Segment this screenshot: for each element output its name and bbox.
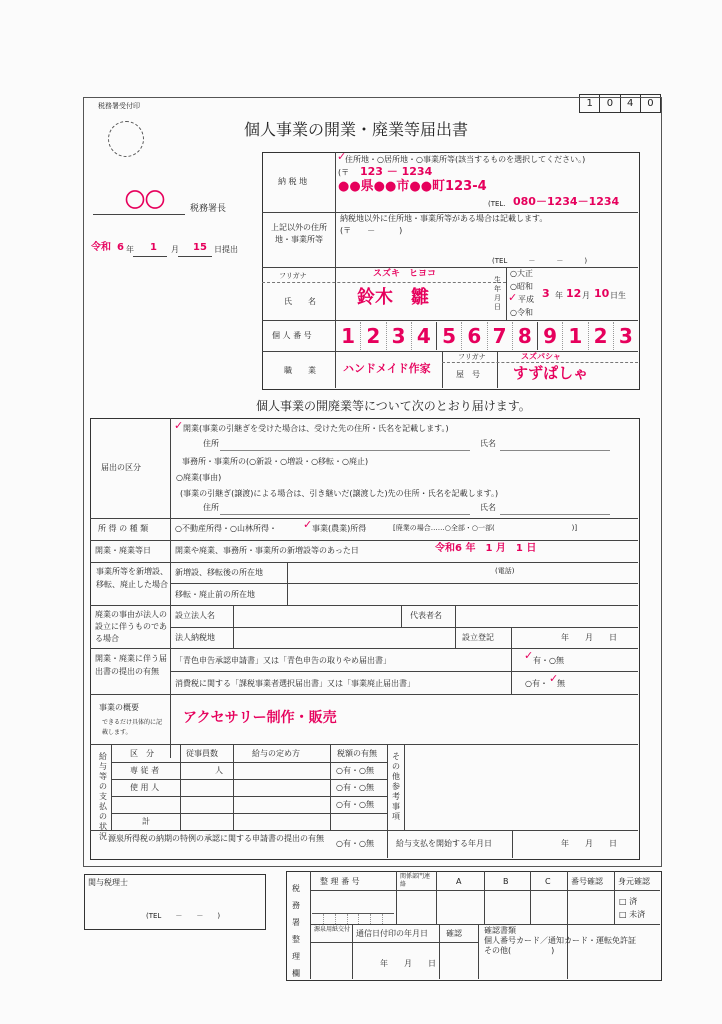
divider [262, 212, 638, 213]
start-date-value: 令和6 年 1 月 1 日 [435, 543, 537, 554]
office-change-options: 事務所・事業所の(○新設・○増設・○移転・○廃止) [182, 457, 369, 466]
close-name-label: 氏名 [480, 503, 496, 512]
number-digit: 4 [412, 322, 437, 350]
divider [439, 924, 440, 979]
stamp-circle [108, 121, 144, 157]
documents-type-2: その他( ) [484, 946, 555, 955]
divider [511, 627, 512, 648]
number-digit: 5 [437, 322, 462, 350]
check-icon: ✓ [549, 672, 559, 685]
accountant-label: 関与税理士 [88, 878, 128, 887]
number-digit: 3 [618, 324, 633, 348]
withholding-label: 源泉所得税の納期の特例の承認に関する申請書の提出の有無 [108, 834, 324, 843]
divider [506, 267, 507, 320]
salary-row-total: 計 [142, 817, 150, 826]
blue-form-answer-2: ○有・ [525, 679, 548, 688]
tel-prefix: (TEL. [488, 200, 506, 208]
corporation-tax-address: 法人納税地 [175, 633, 215, 642]
salary-tax-1: ○有・○無 [336, 766, 374, 775]
birth-month-label: 月 [582, 291, 590, 300]
salary-side-label: 給与等の支払の状況 [99, 752, 107, 841]
office-phone: (電話) [495, 567, 515, 575]
number-digit: 7 [488, 322, 513, 350]
office-use-header: C [545, 877, 551, 886]
documents-label: 確認書類 [484, 926, 516, 935]
id-unconfirmed-checkbox: □ 未済 [619, 910, 646, 919]
divider [220, 450, 470, 451]
birth-day-label: 日生 [610, 291, 626, 300]
divider [220, 514, 470, 515]
office-use-header: A [456, 877, 462, 886]
salary-header-class: 区 分 [130, 749, 154, 758]
birth-label: 生年月日 [494, 276, 501, 311]
divider [180, 744, 181, 830]
office-old-location: 移転・廃止前の所在地 [175, 590, 255, 599]
check-icon: ✓ [303, 518, 313, 531]
divider [511, 648, 512, 694]
blue-form-answer-2b: 無 [557, 679, 565, 688]
divider [512, 830, 513, 858]
form-number-digit: 0 [647, 98, 654, 109]
divider [111, 796, 387, 797]
divider [111, 779, 387, 780]
blue-form-item-2: 消費税に関する「課税事業者選択届出書」又は「事業廃止届出書」 [175, 679, 415, 688]
stamp-label: 税務署受付印 [98, 102, 140, 110]
divider [90, 648, 638, 649]
residence-label: 納 税 地 [278, 177, 308, 186]
tax-office-name: 〇〇 [125, 188, 165, 212]
birth-era-showa: ○昭和 [510, 282, 533, 291]
start-date-text: 開業や廃業、事務所・事業所の新増設等のあった日 [175, 546, 359, 555]
classification-label: 届出の区分 [101, 463, 141, 472]
divider [387, 744, 388, 830]
classification-close-note: (事業の引継ぎ(譲渡)による場合は、引き継いだ(譲渡した)先の住所・氏名を記載します。) [180, 489, 499, 498]
salary-row-family: 専 従 者 [130, 766, 160, 775]
divider [170, 671, 638, 672]
withholding-form-issued: 源泉用紙交付 [314, 926, 351, 933]
office-use-header: 整 理 番 号 [320, 877, 360, 886]
withholding-start: 給与支払を開始する年月日 [396, 839, 492, 848]
divider [133, 256, 167, 257]
salary-tax-2: ○有・○無 [336, 783, 374, 792]
divider [387, 830, 388, 858]
submit-day: 15 [193, 242, 207, 253]
classification-close: ○廃業(事由) [176, 473, 222, 482]
tax-office-suffix: 税務署長 [190, 204, 227, 214]
id-confirmed-checkbox: □ 済 [619, 897, 638, 906]
number-digit: 2 [361, 322, 386, 350]
divider [396, 871, 397, 924]
divider [90, 605, 638, 606]
divider [90, 744, 638, 745]
submit-era: 令和 [91, 242, 111, 253]
salary-header-count: 従事員数 [186, 749, 218, 758]
divider [262, 351, 638, 352]
number-boxes [312, 913, 394, 924]
documents-type-1: 個人番号カード／通知カード・運転免許証 [484, 936, 636, 945]
divider [500, 514, 610, 515]
residence-address: ●●県●●市●●町123-4 [338, 179, 487, 194]
name-value: 鈴木 雛 [357, 287, 429, 308]
main-table [90, 418, 640, 860]
divider [262, 282, 506, 283]
number-digit: 6 [462, 322, 487, 350]
start-date-label: 開業・廃業等日 [95, 546, 151, 555]
other-address-label: 上記以外の住所地・事業所等 [271, 223, 327, 244]
residence-options: 住所地・○居所地・○事業所等(該当するものを選択してください。) [345, 155, 586, 164]
income-options-b: [廃業の場合……○全部・○一部( )] [393, 524, 578, 532]
divider [310, 924, 660, 925]
form-number-digit: 0 [600, 95, 620, 112]
corporation-date: 年 月 日 [561, 633, 617, 642]
divider [170, 418, 171, 758]
divider [401, 605, 402, 627]
corporation-rep: 代表者名 [410, 611, 442, 620]
divider [310, 890, 660, 891]
office-use-header: 関係部門連絡 [400, 873, 431, 888]
divider [442, 362, 638, 363]
classification-open: 開業(事業の引継ぎを受けた場合は、受けた先の住所・氏名を記載します。) [183, 424, 449, 433]
check-icon: ✓ [524, 649, 534, 662]
divider [497, 351, 498, 388]
blue-form-item-1: 「青色申告承認申請書」又は「青色申告の取りやめ届出書」 [175, 656, 391, 665]
birth-era-heisei: 平成 [518, 295, 534, 304]
divider [330, 744, 331, 830]
check-icon: ✓ [508, 291, 518, 304]
residence-tel: 080－1234－1234 [513, 195, 620, 208]
number-digit: 2 [589, 322, 614, 350]
accountant-tel: (TEL － － ) [146, 912, 221, 920]
office-new-location: 新増設、移転後の所在地 [175, 568, 263, 577]
blue-form-answer-1: 有・○無 [533, 656, 564, 665]
salary-header-method: 給与の定め方 [252, 749, 300, 758]
postmark-date-label: 通信日付印の年月日 [356, 929, 428, 938]
income-type-label: 所 得 の 種 類 [98, 524, 149, 533]
office-use-header: 身元確認 [618, 877, 650, 886]
income-selected: 事業(農業)所得 [312, 524, 367, 533]
open-name-label: 氏名 [480, 439, 496, 448]
divider [90, 830, 638, 831]
salary-other-label: その他参考事項 [392, 752, 400, 821]
number-digit: 3 [387, 322, 412, 350]
verification-label: 確認 [446, 929, 462, 938]
divider [111, 813, 387, 814]
shop-furigana-label: フリガナ [458, 353, 486, 361]
occupation-value: ハンドメイド作家 [343, 362, 431, 375]
divider [442, 351, 443, 388]
birth-month: 12 [566, 287, 582, 300]
divider [335, 152, 336, 388]
divider [436, 871, 437, 924]
divider [310, 871, 311, 979]
divider [233, 744, 234, 830]
corporation-name: 設立法人名 [175, 611, 215, 620]
birth-era-taisho: ○大正 [510, 269, 533, 278]
name-label: 氏 名 [284, 297, 316, 306]
divider [178, 256, 212, 257]
divider [455, 627, 456, 648]
birth-era-reiwa: ○令和 [510, 308, 533, 317]
personal-number-label: 個 人 番 号 [272, 331, 312, 340]
divider [111, 762, 387, 763]
divider [90, 562, 638, 563]
furigana-label: フリガナ [279, 272, 307, 280]
postal-code: 123 － 1234 [360, 165, 433, 178]
divider [478, 924, 479, 979]
divider [90, 694, 638, 695]
day-label: 日提出 [214, 245, 238, 254]
other-address-note: 納税地以外に住所地・事業所等がある場合は記載します。 [340, 214, 548, 223]
divider [352, 924, 353, 979]
divider [500, 450, 610, 451]
income-options-a: ○不動産所得・○山林所得・ [175, 524, 277, 533]
month-label: 月 [171, 245, 179, 254]
personal-number [336, 322, 638, 350]
divider [93, 214, 185, 215]
postmark-date: 年 月 日 [380, 959, 436, 968]
postal-prefix: (〒 [338, 168, 350, 177]
office-use-side-label: 税務署整理欄 [292, 884, 300, 978]
birth-day: 10 [594, 287, 610, 300]
furigana-value: スズキ ヒヨコ [373, 269, 437, 279]
divider [233, 605, 234, 648]
corporation-label: 廃業の事由が法人の設立に伴うものである場合 [95, 610, 167, 643]
blue-form-label: 開業・廃業に伴う届出書の提出の有無 [95, 654, 167, 676]
divider [111, 744, 112, 830]
business-note: できるだけ具体的に記載します。 [102, 719, 163, 736]
other-address-postal: (〒 － ) [340, 226, 403, 235]
open-address-label: 住所 [203, 439, 219, 448]
number-digit: 9 [538, 322, 563, 350]
close-address-label: 住所 [203, 503, 219, 512]
submit-month: 1 [150, 242, 157, 253]
shop-furigana: スズパシャ [521, 352, 561, 361]
divider [170, 627, 638, 628]
divider [455, 605, 456, 627]
number-digit: 8 [513, 322, 538, 350]
salary-header-tax: 税額の有無 [337, 749, 377, 758]
occupation-label: 職 業 [284, 366, 316, 375]
divider [262, 320, 638, 321]
divider [90, 518, 638, 519]
withholding-date: 年 月 日 [561, 839, 617, 848]
check-icon: ✓ [337, 150, 347, 163]
other-address-tel: (TEL － － ) [492, 257, 588, 265]
divider [170, 583, 638, 584]
office-change-label: 事業所等を新増設、移転、廃止した場合 [96, 567, 168, 589]
form-number-digit: 4 [621, 95, 641, 112]
divider [310, 942, 478, 943]
number-digit: 1 [563, 322, 588, 350]
divider [90, 540, 638, 541]
divider [530, 871, 531, 924]
form-number-digit: 1 [580, 95, 600, 112]
office-use-header: B [503, 877, 509, 886]
business-value: アクセサリー制作・販売 [183, 710, 337, 726]
declaration: 個人事業の開廃業等について次のとおり届けます。 [256, 399, 531, 413]
check-icon: ✓ [174, 419, 184, 432]
salary-row-employee: 使 用 人 [130, 783, 160, 792]
business-label: 事業の概要 [99, 703, 139, 712]
submit-year: 6 [117, 242, 124, 253]
divider [614, 871, 615, 924]
divider [287, 562, 288, 605]
divider [484, 871, 485, 924]
salary-tax-3: ○有・○無 [336, 800, 374, 809]
page-title: 個人事業の開業・廃業等届出書 [244, 120, 469, 139]
number-digit: 1 [336, 322, 361, 350]
divider [262, 267, 638, 268]
shop-name: すずぱしゃ [513, 364, 589, 382]
corporation-registration: 設立登記 [462, 633, 494, 642]
shop-label: 屋 号 [456, 370, 480, 379]
divider [404, 744, 405, 830]
year-label: 年 [126, 245, 134, 254]
birth-year: 3 [542, 287, 550, 300]
salary-unit: 人 [215, 766, 223, 775]
withholding-answer: ○有・○無 [336, 839, 374, 848]
office-use-header: 番号確認 [571, 877, 603, 886]
divider [567, 871, 568, 979]
birth-year-label: 年 [555, 291, 563, 300]
